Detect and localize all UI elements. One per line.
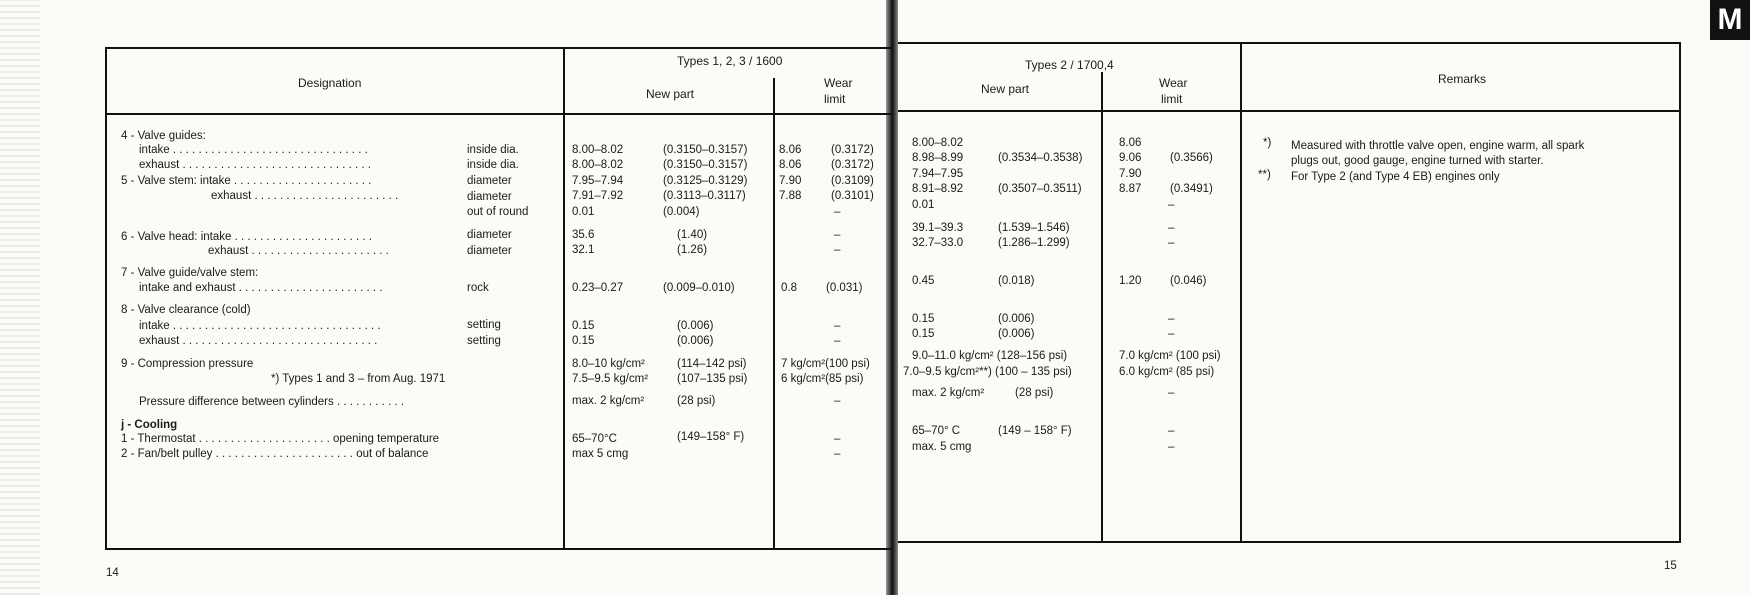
value: 7.0–9.5 kg/cm²**) (100 – 135 psi) [903, 366, 1072, 378]
value: 7.94–7.95 [912, 168, 964, 180]
row-unit: setting [467, 319, 501, 331]
dash: – [1168, 313, 1175, 325]
value: 8.91–8.92 [912, 183, 964, 195]
value: 0.15 [572, 320, 595, 332]
value: 0.15 [912, 313, 935, 325]
row-label: 6 - Valve head: intake . . . . . . . . . . . . . . . . . . . . . . [121, 231, 372, 243]
row-unit: inside dia. [467, 144, 519, 156]
row-label: 1 - Thermostat . . . . . . . . . . . . . . . . . . . . . opening temperature [121, 433, 440, 445]
row-label: 7 - Valve guide/valve stem: [121, 267, 259, 279]
value-imperial: (0.046) [1170, 275, 1207, 287]
value-imperial: (0.3491) [1170, 183, 1213, 195]
dash: – [1168, 199, 1175, 211]
row-unit: out of round [467, 206, 529, 218]
row-label: 9 - Compression pressure [121, 358, 254, 370]
row-label: 8 - Valve clearance (cold) [121, 304, 251, 316]
dash: – [1168, 441, 1175, 453]
row-note: *) Types 1 and 3 – from Aug. 1971 [271, 373, 446, 385]
value: 7.0 kg/cm² (100 psi) [1119, 350, 1221, 362]
row-unit: diameter [467, 245, 512, 257]
value-imperial: (1.286–1.299) [998, 237, 1070, 249]
value-imperial: (1.539–1.546) [998, 222, 1070, 234]
row-unit: diameter [467, 191, 512, 203]
page-number-left: 14 [106, 567, 119, 579]
scan-edge-shadow [0, 0, 40, 595]
header-limit-a: limit [824, 92, 846, 106]
dash: – [1168, 328, 1175, 340]
value: 0.15 [912, 328, 935, 340]
value-imperial: (0.031) [826, 282, 863, 294]
value: 8.06 [779, 159, 802, 171]
row-label: exhaust . . . . . . . . . . . . . . . . . . . . . . [208, 245, 389, 257]
value-imperial: (0.006) [677, 320, 714, 332]
row-label: intake . . . . . . . . . . . . . . . . . . . . . . . . . . . . . . . [139, 144, 368, 156]
value-imperial: (0.3150–0.3157) [663, 144, 748, 156]
header-types-a: Types 1, 2, 3 / 1600 [677, 54, 783, 68]
value-imperial: (149–158° F) [677, 431, 745, 443]
value: 1.20 [1119, 275, 1142, 287]
value-imperial: (0.3172) [831, 159, 874, 171]
value: 0.8 [781, 282, 797, 294]
value-imperial: (0.009–0.010) [663, 282, 735, 294]
value: max. 2 kg/cm² [912, 387, 985, 399]
footnote-marker: *) [1263, 137, 1272, 149]
value-imperial: (1.26) [677, 244, 708, 256]
value-imperial: (0.006) [998, 313, 1035, 325]
value: 65–70°C [572, 433, 617, 445]
value-imperial: (0.3125–0.3129) [663, 175, 748, 187]
dash: – [834, 448, 841, 460]
value: 0.01 [912, 199, 935, 211]
value-imperial: (0.3534–0.3538) [998, 152, 1083, 164]
value: 8.87 [1119, 183, 1142, 195]
section-heading: j - Cooling [121, 419, 178, 431]
value: 8.00–8.02 [912, 137, 964, 149]
value: 0.01 [572, 206, 595, 218]
value: 9.0–11.0 kg/cm² (128–156 psi) [912, 350, 1068, 362]
row-label: 4 - Valve guides: [121, 130, 206, 142]
row-label: 5 - Valve stem: intake . . . . . . . . . . . . . . . . . . . . . . [121, 175, 372, 187]
value: 0.23–0.27 [572, 282, 624, 294]
footnote-marker: **) [1258, 169, 1271, 181]
footnote-text: Measured with throttle valve open, engine warm, all spark [1291, 140, 1585, 152]
value-imperial: (0.3566) [1170, 152, 1213, 164]
value: 9.06 [1119, 152, 1142, 164]
row-label: intake . . . . . . . . . . . . . . . . . . . . . . . . . . . . . . . . . [139, 320, 381, 332]
value: 6.0 kg/cm² (85 psi) [1119, 366, 1215, 378]
header-wear-b: Wear [1159, 76, 1188, 90]
value-imperial: (1.40) [677, 229, 708, 241]
value: 8.0–10 kg/cm² [572, 358, 645, 370]
row-label: exhaust . . . . . . . . . . . . . . . . . . . . . . . . . . . . . . . [139, 335, 378, 347]
value: 7.95–7.94 [572, 175, 624, 187]
dash: – [1168, 425, 1175, 437]
value-imperial: (28 psi) [677, 395, 716, 407]
header-remarks: Remarks [1438, 72, 1487, 86]
value-imperial: (0.3101) [831, 190, 874, 202]
value: 8.00–8.02 [572, 159, 624, 171]
value-imperial: (0.018) [998, 275, 1035, 287]
footnote-text: plugs out, good gauge, engine turned with starter. [1291, 155, 1544, 167]
value-imperial: (0.3507–0.3511) [998, 183, 1082, 195]
dash: – [834, 395, 841, 407]
value-imperial: (0.3172) [831, 144, 874, 156]
header-wear-a: Wear [824, 76, 853, 90]
value-imperial: (149 – 158° F) [998, 425, 1072, 437]
book-gutter [886, 0, 898, 595]
value: 7.90 [779, 175, 802, 187]
value-imperial: (0.006) [998, 328, 1035, 340]
value: 32.7–33.0 [912, 237, 964, 249]
value-imperial: (0.3109) [831, 175, 874, 187]
value: 8.06 [1119, 137, 1142, 149]
row-unit: diameter [467, 229, 512, 241]
header-types-b: Types 2 / 1700,4 [1025, 58, 1114, 72]
dash: – [1168, 237, 1175, 249]
dash: – [834, 244, 841, 256]
value-imperial: (0.006) [677, 335, 714, 347]
dash: – [1168, 387, 1175, 399]
dash: – [834, 335, 841, 347]
value: 8.06 [779, 144, 802, 156]
value-imperial: (28 psi) [1015, 387, 1054, 399]
row-label: Pressure difference between cylinders . . . . . . . . . . . [139, 396, 405, 408]
dash: – [834, 229, 841, 241]
value: 32.1 [572, 244, 595, 256]
value: 8.98–8.99 [912, 152, 964, 164]
value-imperial: (0.004) [663, 206, 700, 218]
value: 35.6 [572, 229, 595, 241]
value: 7.90 [1119, 168, 1142, 180]
page-number-right: 15 [1664, 560, 1677, 572]
value: 7.5–9.5 kg/cm² [572, 373, 649, 385]
row-label: 2 - Fan/belt pulley . . . . . . . . . . . . . . . . . . . . . . out of balance [121, 448, 429, 460]
value: 0.45 [912, 275, 935, 287]
header-new-part-a: New part [646, 87, 695, 101]
footnote-text: For Type 2 (and Type 4 EB) engines only [1291, 171, 1500, 183]
value-imperial: (114–142 psi) [677, 358, 747, 370]
value: max. 2 kg/cm² [572, 395, 645, 407]
value: 8.00–8.02 [572, 144, 624, 156]
header-designation: Designation [298, 76, 362, 90]
section-tab: M [1710, 0, 1750, 40]
value: 7.91–7.92 [572, 190, 624, 202]
header-limit-b: limit [1161, 92, 1183, 106]
value: 65–70° C [912, 425, 961, 437]
row-unit: setting [467, 335, 501, 347]
value: 7.88 [779, 190, 802, 202]
value: 0.15 [572, 335, 595, 347]
row-unit: rock [467, 282, 489, 294]
dash: – [834, 433, 841, 445]
value: 6 kg/cm²(85 psi) [781, 373, 864, 385]
value: 7 kg/cm²(100 psi) [781, 358, 870, 370]
value-imperial: (107–135 psi) [677, 373, 748, 385]
dash: – [834, 206, 841, 218]
value-imperial: (0.3113–0.3117) [663, 190, 746, 202]
value-imperial: (0.3150–0.3157) [663, 159, 748, 171]
row-label: exhaust . . . . . . . . . . . . . . . . . . . . . . . [211, 190, 399, 202]
dash: – [834, 320, 841, 332]
row-unit: diameter [467, 175, 512, 187]
row-label: exhaust . . . . . . . . . . . . . . . . . . . . . . . . . . . . . . [139, 159, 371, 171]
header-new-part-b: New part [981, 82, 1030, 96]
row-unit: inside dia. [467, 159, 519, 171]
row-label: intake and exhaust . . . . . . . . . . . . . . . . . . . . . . . [139, 282, 383, 294]
value: 39.1–39.3 [912, 222, 964, 234]
value: max 5 cmg [572, 448, 629, 460]
dash: – [1168, 222, 1175, 234]
value: max. 5 cmg [912, 441, 972, 453]
